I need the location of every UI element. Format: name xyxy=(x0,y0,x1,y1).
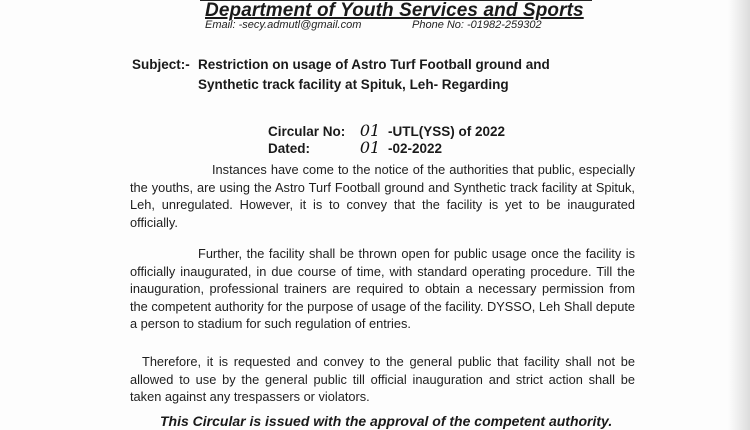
subject-text: Restriction on usage of Astro Turf Football ground and Synthetic track facility at Spituk, Leh- Regarding xyxy=(198,57,550,92)
body-paragraph-3 xyxy=(130,353,635,406)
subject-block xyxy=(132,55,612,94)
body-paragraph-3-text: Therefore, it is requested and convey to the general public that facility shall not be allowed to use by the general public till official inauguration and strict action shall be taken against any trespassers or violators. xyxy=(130,354,635,405)
phone-label: Phone No: xyxy=(412,19,464,31)
subject-label: Subject:- xyxy=(132,57,190,72)
email-line xyxy=(205,19,361,31)
page-edge-shadow xyxy=(728,0,750,430)
body-paragraph-2-text: Further, the facility shall be thrown open for public usage once the facility is officially inaugurated, in due course of time, with standard operating procedure. Till the inauguration, professional trainers are required to obtain a necessary permission from the competent authority for the purpose of usage of the facility. DYSSO, Leh Shall depute a person to stadium for such regulation of entries. xyxy=(130,246,635,332)
body-paragraph-1-text: Instances have come to the notice of the authorities that public, especially the youths, are using the Astro Turf Football ground and Synthetic track facility at Spituk, Leh, unregulated. However, it is to convey that the facility is yet to be inaugurated officially. xyxy=(130,162,635,230)
department-title: Department of Youth Services and Sports xyxy=(205,0,584,21)
circular-date xyxy=(268,138,442,157)
circular-no-suffix: -UTL(YSS) of 2022 xyxy=(388,124,506,139)
email-label: Email: xyxy=(205,19,236,31)
circular-no-label: Circular No: xyxy=(268,124,346,139)
email-value: -secy.admutl@gmail.com xyxy=(238,19,362,31)
body-paragraph-2 xyxy=(130,245,635,333)
dated-handwritten: 01 xyxy=(359,138,381,157)
phone-line xyxy=(412,19,542,31)
body-paragraph-1 xyxy=(130,161,635,231)
phone-value: -01982-259302 xyxy=(466,19,542,31)
approval-note: This Circular is issued with the approval of the competent authority. xyxy=(160,413,613,429)
dated-label: Dated: xyxy=(268,141,311,156)
circular-no-handwritten: 01 xyxy=(359,121,381,140)
dated-suffix: -02-2022 xyxy=(388,141,443,156)
